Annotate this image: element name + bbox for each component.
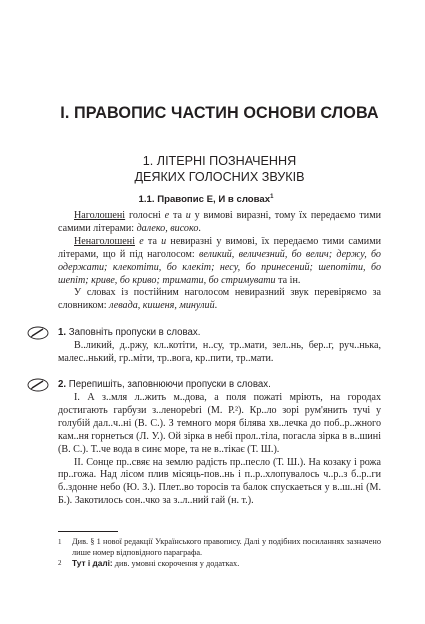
footnote-ref-1: 1	[270, 194, 274, 200]
footnote-text	[72, 537, 381, 558]
exercise-2-number: 2.	[58, 379, 67, 390]
footnotes	[58, 537, 381, 570]
rule-text: невиразні у вимові, їх передаємо тими самими літерами, що й під наголосом:	[58, 235, 381, 260]
rule-text: та	[143, 235, 162, 247]
footnote-body: Див. § 1 нової редакції Українського правопису. Далі у подібних посиланнях зазначено лише номер відповідного параграфа.	[72, 537, 381, 557]
exercise-1-heading	[58, 326, 381, 339]
section-title	[36, 153, 403, 185]
rule-text: у вимові виразні, тому їх передаємо тими самими літерами:	[58, 210, 381, 234]
footnote-body: див. умовні скорочення у додатках.	[112, 559, 240, 569]
letter-y: и	[185, 210, 191, 221]
rule-examples: великий, величезний, бо велич; держу, бо одержати; клекотіти, бо клекіт; несу, бо принесений; шепотіти, бо шепіт; криве, бо криво; тримати, бо стримувати	[58, 248, 381, 286]
rules-block	[58, 210, 381, 313]
letter-y: и	[161, 235, 167, 247]
subsection-title-text: 1.1. Правопис Е, И в словах	[138, 194, 271, 206]
footnote-divider	[58, 531, 118, 532]
footnote-mark: 1	[58, 538, 62, 546]
exercise-2-title: Перепишіть, заповнюючи пропуски в словах.	[68, 379, 271, 390]
footnote-2	[58, 558, 381, 570]
exercise-2-heading	[58, 378, 381, 391]
part-title: І. ПРАВОПИС ЧАСТИН ОСНОВИ СЛОВА	[60, 104, 379, 122]
footnote-1	[58, 537, 381, 558]
rule-text: .	[214, 300, 218, 312]
subsection-title	[36, 194, 376, 205]
rule-text: та	[169, 210, 186, 221]
rule-examples: левада, кишеня, минулий	[109, 300, 215, 312]
letter-e: е	[164, 210, 170, 221]
exercise-1	[58, 326, 381, 366]
pencil-circle-icon	[27, 326, 49, 340]
footnote-mark: 2	[58, 559, 62, 568]
exercise-1-number: 1.	[58, 327, 67, 338]
footnote-text	[72, 558, 381, 570]
rule-stressed-term: Наголошені	[74, 210, 126, 221]
rule-text: голосні	[125, 210, 165, 221]
letter-e: е	[139, 235, 144, 247]
section-title-line-1: 1. ЛІТЕРНІ ПОЗНАЧЕННЯ	[142, 154, 297, 168]
rule-dictionary	[58, 287, 381, 313]
exercise-1-text: В..ликий, д..ржу, кл..котіти, н..су, тр..мати, зел..нь, бер..г, руч..нька, малес..нький, гр..міти, тр..вога, кр..пити, тр..мати.	[58, 340, 381, 364]
exercise-2-part-1: І. А з..мля л..жить м..дова, а поля пожаті мріють, на городах достигають гарбузи з..ленорebri (М. Р.²). Кр..ло зорі рум'янить тучі у голубій дал..ч..ні (В. С.). З темного моря білява хв..лечка до поб..р..жного кам..ня горнеться (Л. У.). Ой зірка в небі прол..тіла, погасла зірка в в..шині (В. С.). Т..че вода в синє море, та не в..тікає (Т. Ш.).	[58, 392, 381, 455]
rule-text: .	[198, 222, 201, 234]
rule-stressed	[58, 210, 381, 236]
exercise-2-part-2: ІІ. Сонце пр..свяє на землю радість пр..песло (Т. Ш.). На козаку і рожа пр..гожа. Над лісом плив місяць-пов..нь і п..р..хлопувалось ч..р..з б..р..ги б..здонне небо (Ю. З.). Плет..во торосів та балок спускаеться у в..ш..ні (М. Б.). Закотилось сон..чко за з..л..ний гай (н. т.).	[58, 456, 381, 507]
footnote-bold: Тут і далі:	[72, 558, 113, 569]
rule-examples: далеко, високо	[136, 222, 199, 234]
exercise-1-title: Заповніть пропуски в словах.	[68, 327, 201, 338]
pencil-circle-icon	[27, 378, 49, 392]
rule-text: У словах із постійним наголосом невиразний звук перевіряємо за словником:	[58, 287, 381, 312]
exercise-2	[58, 378, 381, 508]
section-title-line-2: ДЕЯКИХ ГОЛОСНИХ ЗВУКІВ	[134, 170, 305, 184]
rule-unstressed	[58, 236, 381, 288]
rule-text: та ін.	[275, 274, 301, 286]
rule-unstressed-term: Ненаголошені	[74, 235, 135, 247]
